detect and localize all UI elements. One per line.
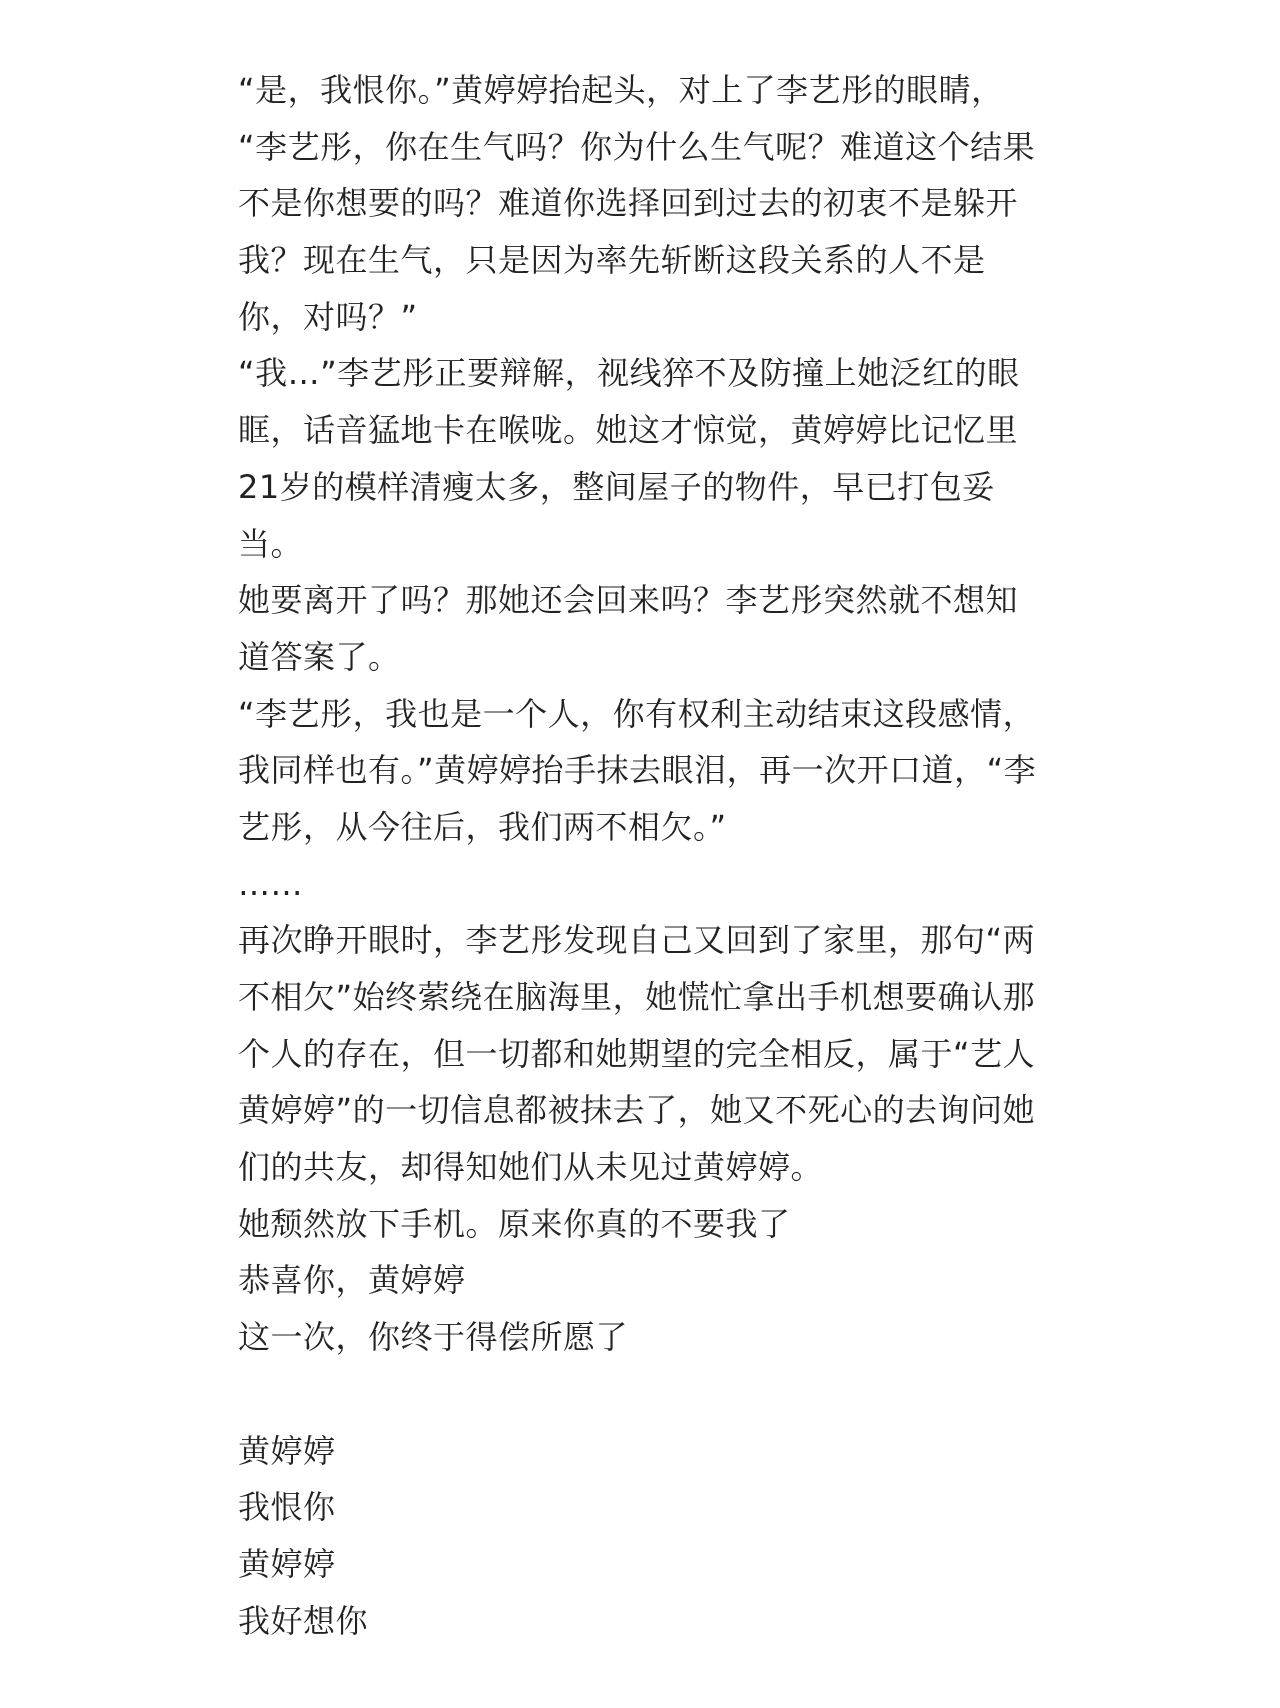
text-line: 这一次，你终于得偿所愿了: [238, 1318, 629, 1357]
text-line: 不相欠”始终萦绕在脑海里，她慌忙拿出手机想要确认那: [238, 978, 1036, 1016]
text-line: 们的共友，却得知她们从未见过黄婷婷。: [238, 1148, 824, 1187]
text-line: 再次睁开眼时，李艺彤发现自己又回到了家里，那句“两: [238, 921, 1036, 960]
text-line: 艺彤，从今往后，我们两不相欠。”: [238, 807, 727, 846]
text-line: 黄婷婷: [238, 1544, 336, 1583]
text-line: 她要离开了吗？那她还会回来吗？李艺彤突然就不想知: [238, 581, 1019, 620]
text-line: 当。: [238, 524, 304, 563]
text-line: 道答案了。: [238, 637, 401, 676]
text-line: 个人的存在，但一切都和她期望的完全相反，属于“艺人: [238, 1034, 1036, 1073]
text-line: 我？现在生气，只是因为率先斩断这段关系的人不是: [238, 241, 986, 280]
text-line: “是，我恨你。”黄婷婷抬起头，对上了李艺彤的眼睛，: [238, 71, 1004, 109]
text-line: 黄婷婷”的一切信息都被抹去了，她又不死心的去询问她: [238, 1091, 1036, 1130]
text-line: 21岁的模样清瘦太多，整间屋子的物件，早已打包妥: [238, 467, 995, 506]
text-line: “我…”李艺彤正要辩解，视线猝不及防撞上她泛红的眼: [238, 354, 1020, 393]
text-line: “李艺彤，我也是一个人，你有权利主动结束这段感情，: [238, 694, 1036, 733]
story-text: [238, 62, 1098, 1649]
text-line: 不是你想要的吗？难道你选择回到过去的初衷不是躲开: [238, 184, 1019, 223]
ellipsis-line: ……: [238, 864, 303, 903]
text-line: 眶，话音猛地卡在喉咙。她这才惊觉，黄婷婷比记忆里: [238, 411, 1019, 450]
text-line: 我同样也有。”黄婷婷抬手抹去眼泪，再一次开口道，“李: [238, 751, 1037, 790]
text-line: 你，对吗？”: [238, 297, 418, 336]
text-line: 恭喜你，黄婷婷: [238, 1261, 466, 1300]
text-line: “李艺彤，你在生气吗？你为什么生气呢？难道这个结果: [238, 127, 1036, 166]
text-line: 我恨你: [238, 1488, 336, 1527]
blank-line: [238, 1366, 1098, 1423]
text-line: 她颓然放下手机。原来你真的不要我了: [238, 1204, 791, 1243]
text-line: 黄婷婷: [238, 1431, 336, 1470]
text-line: 我好想你: [238, 1601, 369, 1640]
